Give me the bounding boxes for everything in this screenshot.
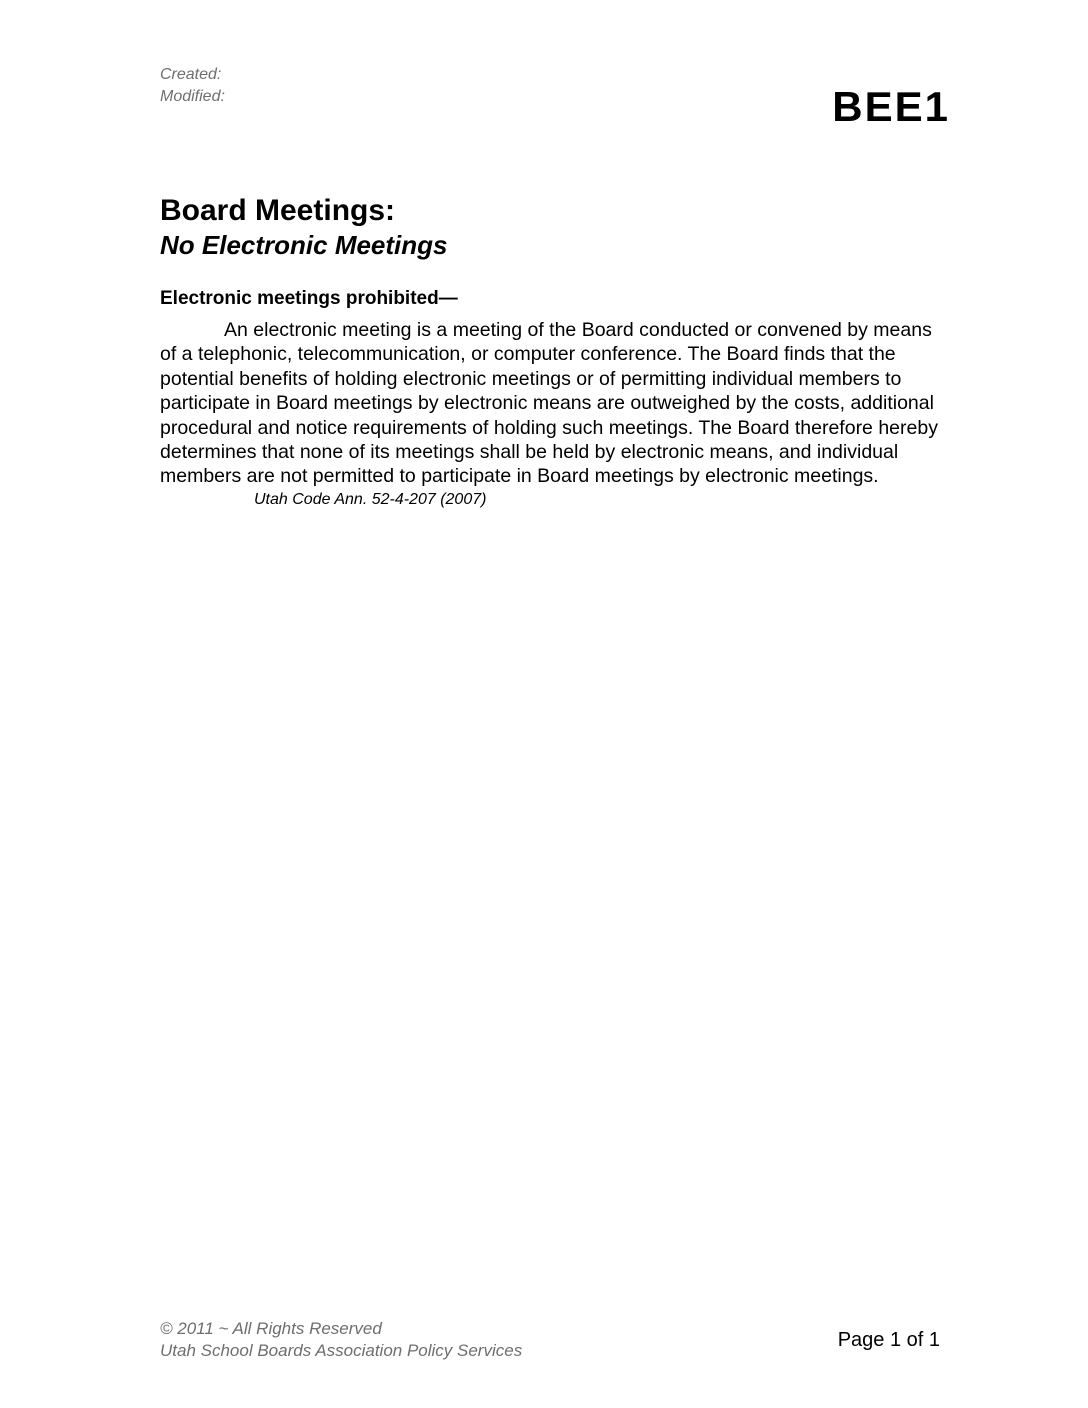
section-heading: Electronic meetings prohibited— [160,288,458,309]
footer-copyright-block [160,1318,522,1362]
modified-label: Modified: [160,88,225,105]
document-metadata [160,64,225,108]
page-subtitle: No Electronic Meetings [160,230,448,260]
page-title: Board Meetings: [160,194,396,227]
section-body: An electronic meeting is a meeting of the Board conducted or convened by means of a telephonic, telecommunication, or computer conference. The Board finds that the potential benefits of holding electronic meetings or of permitting individual members to participate in Board meetings by electronic means are outweighed by the costs, additional procedural and notice requirements of holding such meetings. The Board therefore hereby determines that none of its meetings shall be held by electronic means, and individual members are not permitted to participate in Board meetings by electronic meetings. [160,319,938,488]
title-block [160,193,448,261]
legal-citation: Utah Code Ann. 52-4-207 (2007) [254,490,487,508]
page-number: Page 1 of 1 [837,1329,940,1351]
policy-code: BEE1 [832,83,950,130]
organization-text: Utah School Boards Association Policy Services [160,1341,523,1360]
copyright-text: © 2011 ~ All Rights Reserved [160,1319,382,1338]
created-label: Created: [160,66,222,83]
policy-section [160,286,950,510]
